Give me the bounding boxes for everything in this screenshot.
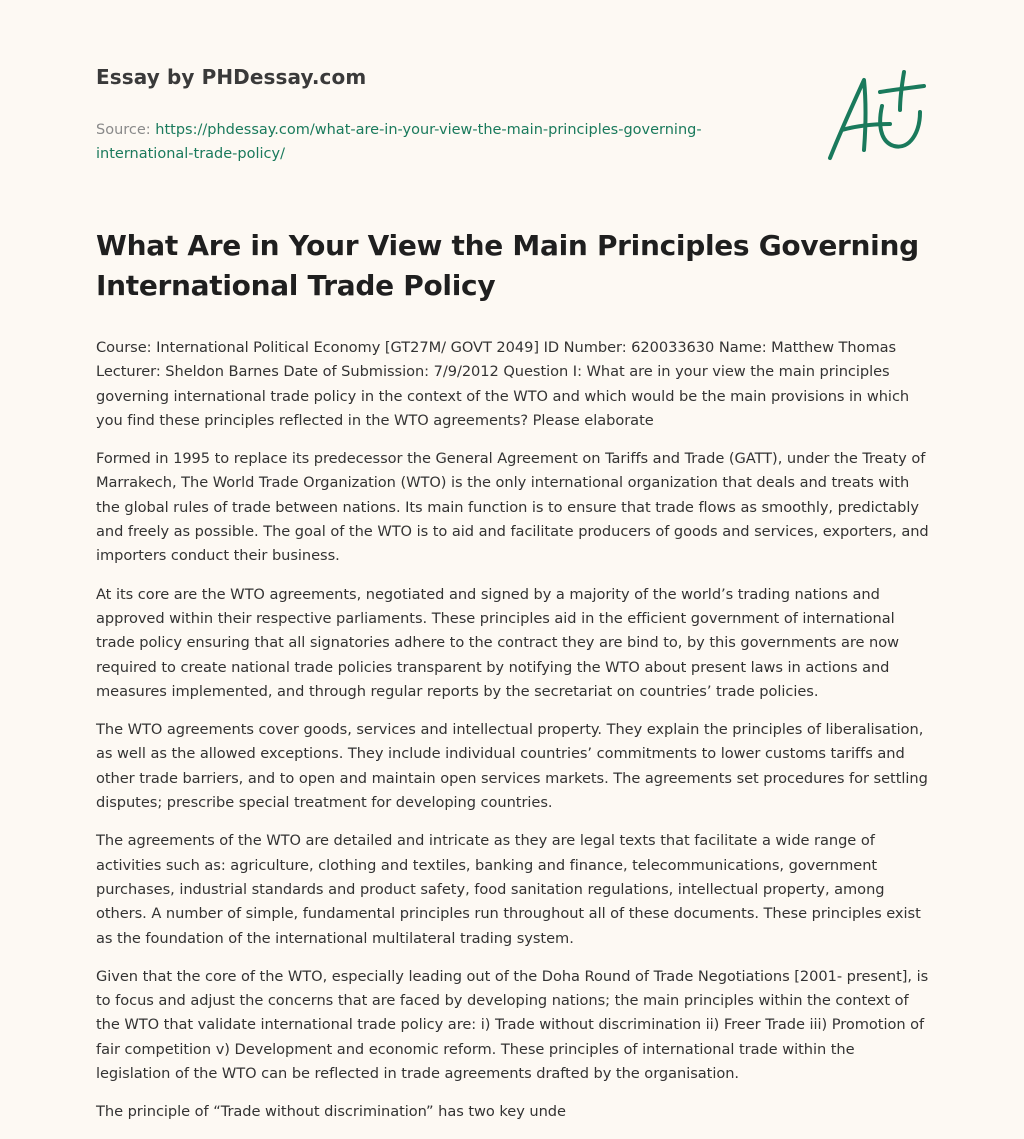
site-brand: Essay by PHDessay.com: [96, 65, 367, 89]
essay-body: [96, 226, 930, 1139]
source-label: Source:: [96, 122, 156, 138]
paragraph-2: Formed in 1995 to replace its predecessor the General Agreement on Tariffs and Trade (GATT), under the Treaty of Marrakech, The World Trade Organization (WTO) is the only international organization that deals and treats with the global rules of trade between nations. Its main function is to ensure that trade flows as smoothly, predictably and freely as possible. The goal of the WTO is to aid and facilitate producers of goods and services, exporters, and importers conduct their business.: [96, 450, 929, 565]
paragraph-7: The principle of “Trade without discrimination” has two key unde: [96, 1103, 566, 1121]
essay-title: What Are in Your View the Main Principles Governing International Trade Policy: [96, 229, 919, 302]
source-link[interactable]: https://phdessay.com/what-are-in-your-view-the-main-principles-governing-international-trade-policy/: [96, 122, 702, 162]
paragraph-4: The WTO agreements cover goods, services and intellectual property. They explain the principles of liberalisation, as well as the allowed exceptions. They include individual countries’ commitments to lower customs tariffs and other trade barriers, and to open and maintain open services markets. The agreements set procedures for settling disputes; prescribe special treatment for developing countries.: [96, 721, 928, 812]
paragraph-5: The agreements of the WTO are detailed and intricate as they are legal texts that facilitate a wide range of activities such as: agriculture, clothing and textiles, banking and finance, telecommunications, government purchases, industrial standards and product safety, food sanitation regulations, intellectual property, among others. A number of simple, fundamental principles run throughout all of these documents. These principles exist as the foundation of the international multilateral trading system.: [96, 832, 921, 947]
paragraph-3: At its core are the WTO agreements, negotiated and signed by a majority of the world’s trading nations and approved within their respective parliaments. These principles aid in the efficient government of international trade policy ensuring that all signatories adhere to the contract they are bind to, by this governments are now required to create national trade policies transparent by notifying the WTO about present laws in actions and measures implemented, and through regular reports by the secretariat on countries’ trade policies.: [96, 585, 899, 700]
a-plus-logo-icon: [820, 66, 930, 166]
source-line: [96, 118, 776, 166]
paragraph-1: Course: International Political Economy [GT27M/ GOVT 2049] ID Number: 620033630 Name: Matthew Thomas Lecturer: Sheldon Barnes Date of Submission: 7/9/2012 Question I: What are in your view the main principles governing international trade policy in the context of the WTO and which would be the main provisions in which you find these principles reflected in the WTO agreements? Please elaborate: [96, 339, 910, 429]
paragraph-6: Given that the core of the WTO, especially leading out of the Doha Round of Trade Negotiations [2001- present], is to focus and adjust the concerns that are faced by developing nations; the main principles within the context of the WTO that validate international trade policy are: i) Trade without discrimination ii) Freer Trade iii) Promotion of fair competition v) Development and economic reform. These principles of international trade within the legislation of the WTO can be reflected in trade agreements drafted by the organisation.: [96, 967, 929, 1083]
essay-header: [96, 62, 776, 166]
